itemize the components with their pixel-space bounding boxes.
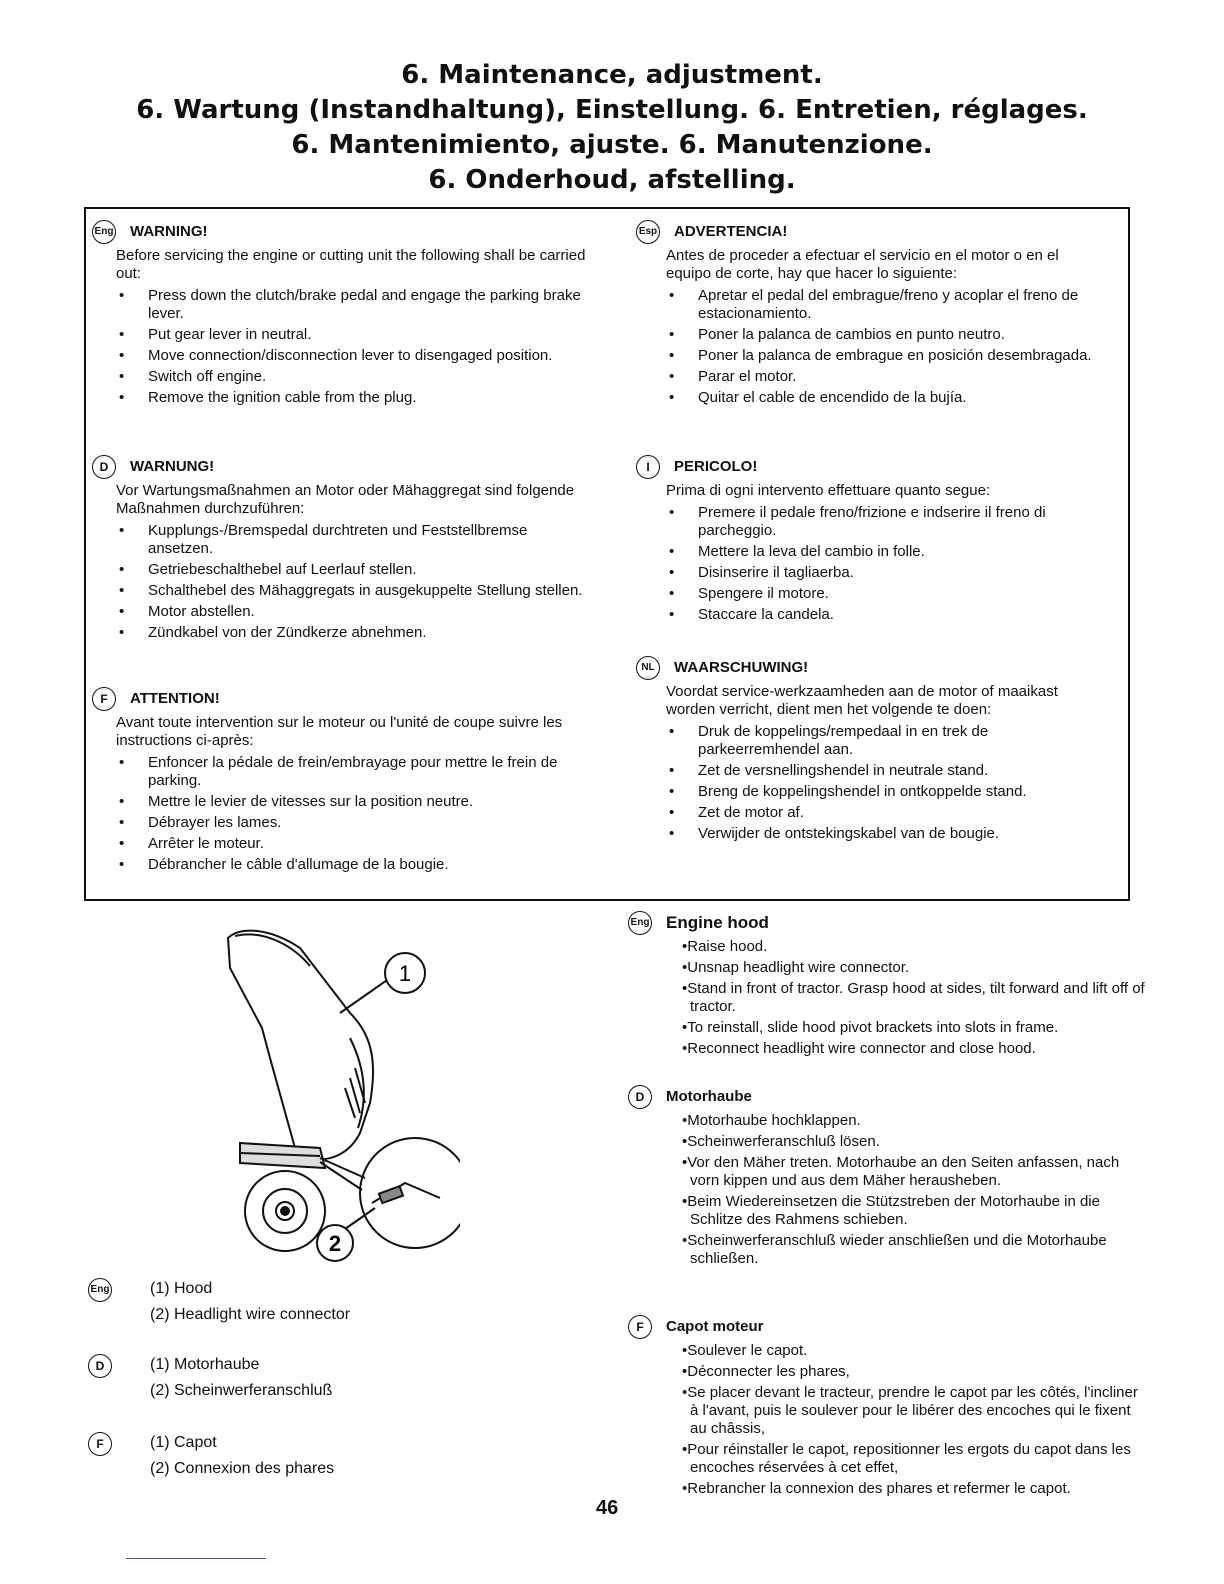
list-item: • Breng de koppelingshendel in ontkoppelde stand. — [666, 783, 1106, 801]
instruction-item: •Scheinwerferanschluß wieder anschließen und die Motorhaube schließen. — [682, 1232, 1107, 1267]
instruction-item: •Scheinwerferanschluß lösen. — [682, 1133, 880, 1150]
instruction-item: •Déconnecter les phares, — [682, 1363, 850, 1380]
warning-heading: ADVERTENCIA! — [674, 223, 788, 240]
list-item: • Press down the clutch/brake pedal and engage the parking brake lever. — [116, 287, 586, 323]
warning-intro: Prima di ogni intervento effettuare quanto segue: — [666, 482, 991, 499]
hood-eng — [628, 910, 1188, 1061]
section-heading: Engine hood — [666, 913, 769, 932]
list-item: • Débrayer les lames. — [116, 814, 586, 832]
hood-shape — [228, 931, 373, 1160]
list-item: • Getriebeschalthebel auf Leerlauf stellen. — [116, 561, 586, 579]
lang-badge-icon: F — [628, 1315, 652, 1339]
legend-line: (1) Hood — [150, 1280, 213, 1297]
instruction-item: •Unsnap headlight wire connector. — [682, 959, 910, 976]
list-item: • Quitar el cable de encendido de la bujía. — [666, 389, 1106, 407]
warning-heading: ATTENTION! — [130, 690, 220, 707]
instruction-item: •Pour réinstaller le capot, repositionner les ergots du capot dans les encoches réservées à cet effet, — [682, 1441, 1131, 1476]
list-item: • Verwijder de ontstekingskabel van de bougie. — [666, 825, 1106, 843]
list-item: • Kupplungs-/Bremspedal durchtreten und Feststellbremse ansetzen. — [116, 522, 586, 558]
legend-line: (2) Connexion des phares — [150, 1460, 335, 1477]
list-item: • Enfoncer la pédale de frein/embrayage pour mettre le frein de parking. — [116, 754, 586, 790]
hood-illustration — [200, 918, 460, 1268]
list-item: • Apretar el pedal del embrague/freno y acoplar el freno de estacionamiento. — [666, 287, 1106, 323]
warning-intro: Avant toute intervention sur le moteur ou l'unité de coupe suivre les instructions ci-après: — [116, 714, 563, 749]
legend-fr — [88, 1430, 334, 1482]
section-heading: Motorhaube — [666, 1088, 752, 1105]
detail-leader — [320, 1158, 365, 1190]
warning-box — [84, 207, 1130, 901]
lang-badge-icon: D — [628, 1085, 652, 1109]
lang-badge-icon: Eng — [628, 911, 652, 935]
legend-line: (2) Headlight wire connector — [150, 1306, 351, 1323]
warning-it — [636, 454, 1106, 627]
list-item: • Zündkabel von der Zündkerze abnehmen. — [116, 624, 586, 642]
instruction-item: •To reinstall, slide hood pivot brackets into slots in frame. — [682, 1019, 1059, 1036]
instruction-item: •Soulever le capot. — [682, 1342, 808, 1359]
title-line: 6. Onderhoud, afstelling. — [428, 165, 796, 195]
instruction-item: •Rebrancher la connexion des phares et refermer le capot. — [682, 1480, 1071, 1497]
legend-eng — [88, 1276, 350, 1328]
list-item: • Zet de versnellingshendel in neutrale stand. — [666, 762, 1106, 780]
list-item: • Premere il pedale freno/frizione e indserire il freno di parcheggio. — [666, 504, 1106, 540]
list-item: • Disinserire il tagliaerba. — [666, 564, 1106, 582]
instruction-item: •Se placer devant le tracteur, prendre le capot par les côtés, l'incliner à l'avant, puis le soulever pour le libérer des encoches qui le fixent au châssis, — [682, 1384, 1138, 1437]
legend-line: (2) Scheinwerferanschluß — [150, 1382, 333, 1399]
legend-line: (1) Motorhaube — [150, 1356, 260, 1373]
instruction-item: •Reconnect headlight wire connector and close hood. — [682, 1040, 1036, 1057]
page-number: 46 — [596, 1497, 619, 1519]
list-item: • Parar el motor. — [666, 368, 1106, 386]
instruction-item: •Vor den Mäher treten. Motorhaube an den Seiten anfassen, nach vorn kippen und aus dem Mäher herausheben. — [682, 1154, 1120, 1189]
lang-badge-icon: Eng — [88, 1278, 112, 1302]
footer-rule — [126, 1558, 266, 1559]
list-item: • Staccare la candela. — [666, 606, 1106, 624]
warning-intro: Before servicing the engine or cutting unit the following shall be carried out: — [116, 247, 586, 282]
instruction-item: •Beim Wiedereinsetzen die Stützstreben der Motorhaube in die Schlitze des Rahmens schieben. — [682, 1193, 1100, 1228]
section-heading: Capot moteur — [666, 1318, 764, 1335]
callout-2-label: 2 — [328, 1231, 342, 1256]
warning-es — [636, 219, 1106, 410]
legend-line: (1) Capot — [150, 1434, 217, 1451]
list-item: • Schalthebel des Mähaggregats in ausgekuppelte Stellung stellen. — [116, 582, 586, 600]
warning-nl — [636, 655, 1106, 846]
wheel-center — [281, 1207, 289, 1215]
detail-circle — [360, 1138, 460, 1248]
hood-de — [628, 1084, 1148, 1271]
list-item: • Move connection/disconnection lever to disengaged position. — [116, 347, 586, 365]
title-line: 6. Mantenimiento, ajuste. 6. Manutenzione. — [291, 130, 933, 160]
list-item: • Spengere il motore. — [666, 585, 1106, 603]
lang-badge-icon: F — [88, 1432, 112, 1456]
list-item: • Débrancher le câble d'allumage de la bougie. — [116, 856, 586, 874]
warning-de — [86, 454, 586, 645]
warning-intro: Voordat service-werkzaamheden aan de motor of maaikast worden verricht, dient men het volgende te doen: — [666, 683, 1058, 718]
title-line: 6. Wartung (Instandhaltung), Einstellung. 6. Entretien, réglages. — [136, 95, 1088, 125]
hood-fr — [628, 1314, 1148, 1501]
callout-1-leader — [340, 978, 390, 1013]
warning-heading: PERICOLO! — [674, 458, 758, 475]
list-item: • Poner la palanca de cambios en punto neutro. — [666, 326, 1106, 344]
lang-badge-icon: F — [92, 687, 116, 711]
lang-badge-icon: D — [88, 1354, 112, 1378]
list-item: • Remove the ignition cable from the plug. — [116, 389, 586, 407]
callout-1-label: 1 — [398, 961, 412, 986]
lang-badge-icon: D — [92, 455, 116, 479]
instruction-item: •Raise hood. — [682, 938, 768, 955]
lang-badge-icon: I — [636, 455, 660, 479]
lang-badge-icon: NL — [636, 656, 660, 680]
legend-de — [88, 1352, 332, 1404]
warning-heading: WAARSCHUWING! — [674, 659, 809, 676]
lang-badge-icon: Eng — [92, 220, 116, 244]
warning-intro: Antes de proceder a efectuar el servicio en el motor o en el equipo de corte, hay que hacer lo siguiente: — [666, 247, 1059, 282]
warning-eng — [86, 219, 586, 410]
list-item: • Zet de motor af. — [666, 804, 1106, 822]
lang-badge-icon: Esp — [636, 220, 660, 244]
title-line: 6. Maintenance, adjustment. — [401, 60, 823, 90]
warning-fr — [86, 686, 586, 877]
list-item: • Mettre le levier de vitesses sur la position neutre. — [116, 793, 586, 811]
instruction-item: •Stand in front of tractor. Grasp hood at sides, tilt forward and lift off of tractor. — [682, 980, 1145, 1015]
warning-intro: Vor Wartungsmaßnahmen an Motor oder Mähaggregat sind folgende Maßnahmen durchzuführen: — [116, 482, 575, 517]
warning-heading: WARNING! — [130, 223, 208, 240]
list-item: • Mettere la leva del cambio in folle. — [666, 543, 1106, 561]
list-item: • Arrêter le moteur. — [116, 835, 586, 853]
list-item: • Motor abstellen. — [116, 603, 586, 621]
page-titles — [0, 58, 1224, 198]
list-item: • Poner la palanca de embrague en posición desembragada. — [666, 347, 1106, 365]
instruction-item: •Motorhaube hochklappen. — [682, 1112, 861, 1129]
list-item: • Druk de koppelings/rempedaal in en trek de parkeerremhendel aan. — [666, 723, 1106, 759]
list-item: • Switch off engine. — [116, 368, 586, 386]
list-item: • Put gear lever in neutral. — [116, 326, 586, 344]
warning-heading: WARNUNG! — [130, 458, 215, 475]
